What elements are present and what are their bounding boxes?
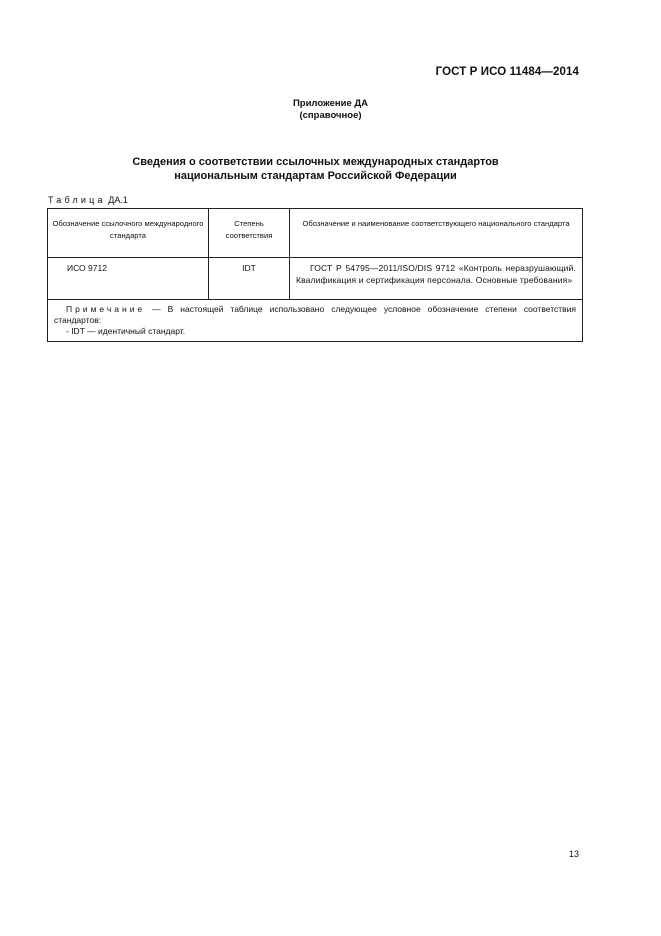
table-caption-label: Таблица: [48, 195, 106, 205]
document-title: [0, 155, 631, 183]
note-paragraph: [54, 304, 576, 326]
table-row: [48, 258, 583, 300]
header-degree-of-correspondence: Степень соответствия: [209, 209, 290, 258]
document-title-line-1: Сведения о соответствии ссылочных международных стандартов: [132, 156, 499, 168]
note-heading: Примечание: [66, 304, 146, 314]
cell-degree: IDT: [209, 258, 290, 300]
annex-type: (справочное): [299, 110, 362, 121]
table-caption-number: ДА.1: [108, 195, 128, 205]
table-header-row: [48, 209, 583, 258]
note-list-item: - IDT — идентичный стандарт.: [66, 326, 186, 336]
header-international-standard: Обозначение ссылочного международного стандарта: [48, 209, 209, 258]
page-number: 13: [568, 849, 579, 859]
note-dash: —: [145, 304, 168, 314]
correspondence-table: [47, 208, 583, 342]
standard-code: ГОСТ Р ИСО 11484—2014: [435, 66, 579, 78]
annex-heading: [0, 98, 661, 122]
cell-international-standard: ИСО 9712: [48, 258, 209, 300]
document-title-line-2: национальным стандартам Российской Федерации: [174, 170, 457, 182]
annex-title: Приложение ДА: [292, 98, 369, 109]
note-text: В настоящей таблице использовано следующее условное обозначение степени соответствия стандартов:: [54, 304, 576, 325]
table-caption: [48, 195, 128, 205]
table-note: [48, 300, 583, 342]
cell-national-standard: ГОСТ Р 54795—2011/ISO/DIS 9712 «Контроль неразрушающий. Квалификация и сертификация персонала. Основные требования»: [290, 258, 583, 300]
table-note-row: [48, 300, 583, 342]
header-national-standard: Обозначение и наименование соответствующего национального стандарта: [290, 209, 583, 258]
